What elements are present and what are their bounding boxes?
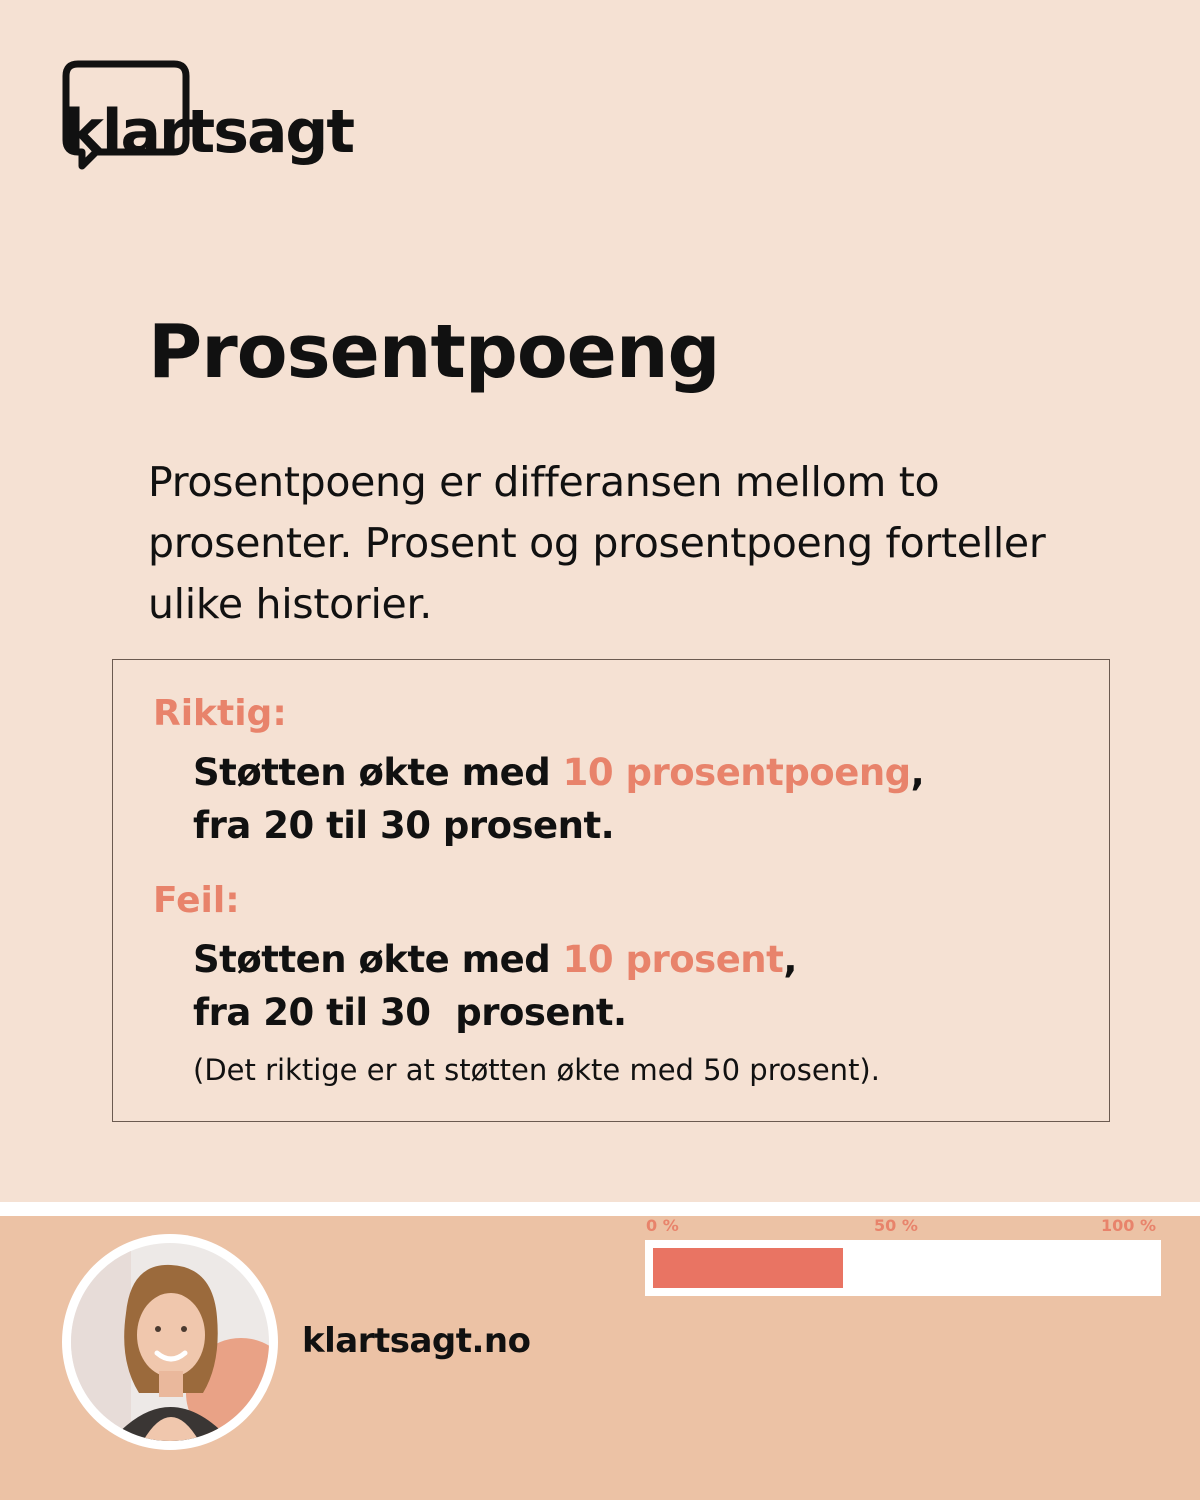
wrong-highlight: 10 prosent [562,938,784,981]
person-photo-icon [71,1243,269,1441]
correct-highlight: 10 prosentpoeng [562,751,911,794]
wrong-label: Feil: [153,880,240,921]
progress-bar-fill [653,1248,843,1288]
wrong-note: (Det riktige er at støtten økte med 50 prosent). [193,1053,880,1087]
avatar [62,1234,278,1450]
correct-statement-line-1 [193,746,924,799]
wrong-suffix: , [783,938,797,981]
website-url: klartsagt.no [302,1321,531,1361]
intro-text: Prosentpoeng er differansen mellom to prosenter. Prosent og prosentpoeng forteller ulike historier. [148,458,1046,628]
brand-logo [62,58,354,178]
correct-suffix: , [910,751,925,794]
wrong-statement-line-2: fra 20 til 30 prosent. [193,991,627,1034]
wrong-statement-line-1 [193,933,797,986]
tick-label-100: 100 % [1101,1216,1156,1235]
tick-label-50: 50 % [874,1216,918,1235]
example-box [112,659,1110,1122]
tick-label-0: 0 % [646,1216,679,1235]
logo-text: klartsagt [64,97,354,167]
wrong-prefix: Støtten økte med [193,938,563,981]
page-title: Prosentpoeng [148,309,720,395]
progress-bar [645,1240,1161,1296]
correct-statement-line-2: fra 20 til 30 prosent. [193,804,615,847]
correct-label: Riktig: [153,693,287,734]
correct-prefix: Støtten økte med [193,751,563,794]
